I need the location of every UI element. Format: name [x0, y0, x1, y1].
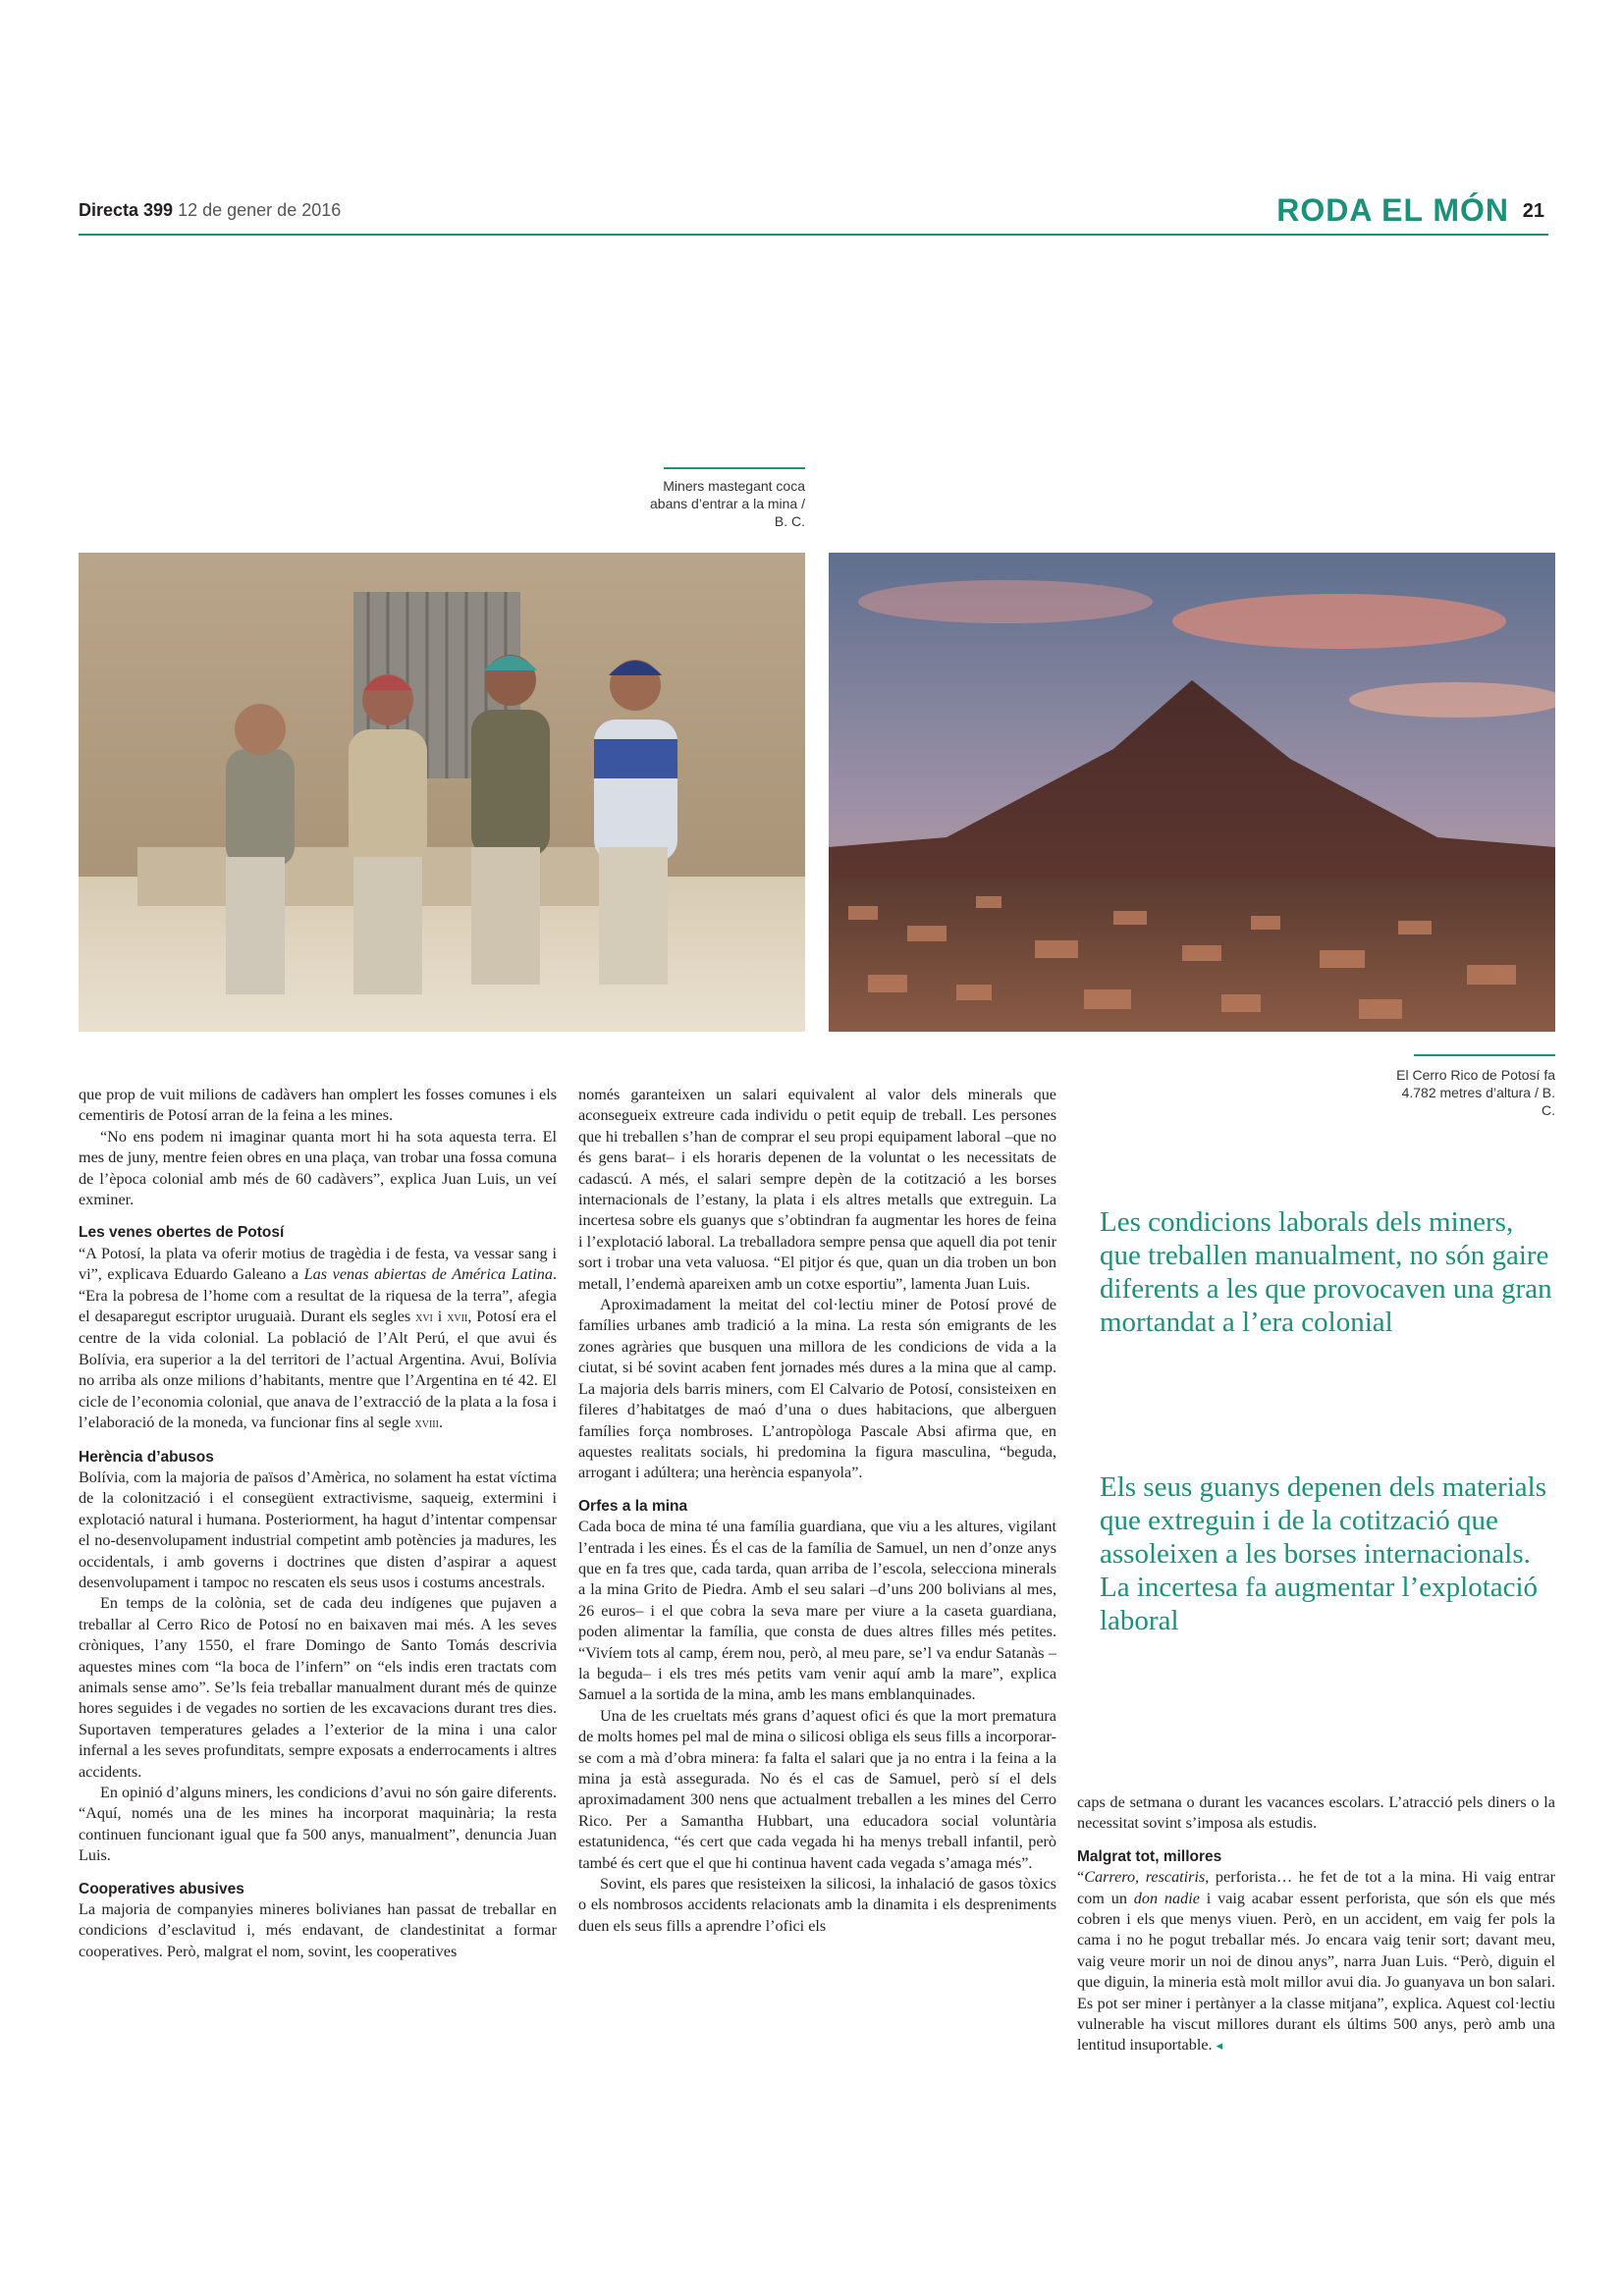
photo-miners — [79, 553, 805, 1032]
pull-quote-1: Les condicions laborals dels miners, que treballen manualment, no són gaire diferents a les que provocaven una gran mortandat a l’era colonial — [1100, 1206, 1552, 1338]
publication-info — [79, 200, 341, 221]
caption-miners: Miners mastegant coca abans d’entrar a la mina / B. C. — [650, 478, 805, 529]
subheading: Cooperatives abusives — [79, 1880, 244, 1897]
caption-rule-miners — [664, 467, 805, 469]
paragraph: només garanteixen un salari equivalent al valor dels minerals que aconsegueix extreure cada individu o petit equip de treball. Les persones que hi treballen s’han de comprar el seu propi equipament laboral –que no és gens barat– i els horaris depenen de la voluntat o les necessitats de cadascú. A més, el salari sempre depèn de la cotització a les borses internacionals de l’estany, la plata i els altres metalls que extreguin. La incertesa sobre els guanys que s’obtindran fa augmentar les hores de feina i l’explotació laboral. La treballadora sempre pensa que aquell dia pot tenir sort i trobar una veta valuosa. “El pitjor és que, quan un dia troben un bon metall, l’endemà apareixen amb un cotxe esportiu”, lamenta Juan Luis. — [578, 1086, 1056, 1293]
paragraph: caps de setmana o durant les vacances escolars. L’atracció pels diners o la necessitat sovint s’imposa als estudis. — [1077, 1793, 1555, 1833]
caption-cerro: El Cerro Rico de Potosí fa 4.782 metres d’altura / B. C. — [1396, 1067, 1555, 1118]
end-of-article-icon: ◂ — [1216, 2038, 1223, 2054]
paragraph: En opinió d’alguns miners, les condicions d’avui no són gaire diferents. “Aquí, només una de les mines ha incorporat maquinària; la resta continuen funcionant igual que fa 500 anys, manualment”, denuncia Juan Luis. — [79, 1784, 557, 1865]
paragraph: En temps de la colònia, set de cada deu indígenes que pujaven a treballar al Cerro Rico de Potosí no en baixaven mai més. A les seves cròniques, l’any 1550, el frare Domingo de Santo Tomás descrivia aquestes mines com “la boca de l’infern” on “els indis eren tractats com animals sense amo”. Se’ls feia treballar manualment durant més de quinze hores seguides i de vegades no sortien de les excavacions durant tres dies. Suportaven temperatures gelades a l’exterior de la mina i una calor infernal a les seves profunditats, sempre exposats a enderrocaments i altres accidents. — [79, 1594, 557, 1781]
article-column-3 — [1077, 1792, 1555, 2056]
paragraph: Aproximadament la meitat del col·lectiu miner de Potosí prové de famílies urbanes amb tradició a la mina. La resta són emigrants de les zones agràries que busquen una millora de les condicions de vida a la ciutat, si bé sovint acaben fent jornades més dures a la mina que al camp. La majoria dels barris miners, com El Calvario de Potosí, consisteixen en fileres d’habitatges de maó d’una o dues habitacions, que alberguen famílies força nombroses. L’antropòloga Pascale Absi afirma que, en aquestes realitats socials, hi predomina la figura masculina, “beguda, arrogant i adúltera; una herència espanyola”. — [578, 1296, 1056, 1482]
header-rule — [79, 234, 1548, 236]
paragraph: Sovint, els pares que resisteixen la silicosi, la inhalació de gasos tòxics o els nombrosos accidents relacionats amb la dinamita i els despreniments duen els seus fills a aprendre l’ofici els — [578, 1875, 1056, 1935]
paragraph: “Carrero, rescatiris, perforista… he fet de tot a la mina. Hi vaig entrar com un don nadie i vaig acabar essent perforista, que són els que més cobren i els que menys viuen. Però, en un accident, em vaig fer pols la cama i no he pogut treballar més. Jo encara vaig tenir sort; davant meu, vaig veure morir un noi de dinou anys”, narra Juan Luis. “Però, diguin el que diguin, la mineria està molt millor avui dia. Jo guanyava un bon salari. Es pot ser miner i pertànyer a la classe mitjana”, explica. Aquest col·lectiu vulnerable ha viscut millores durant els últims 500 anys, però amb una lentitud insuportable. ◂ — [1077, 1868, 1555, 2055]
paragraph: La majoria de companyies mineres bolivianes han passat de treballar en condicions d’esclavitud i, més endavant, de clandestinitat a formar cooperatives. Però, malgrat el nom, sovint, les cooperatives — [79, 1900, 557, 1960]
paragraph: Cada boca de mina té una família guardiana, que viu a les altures, vigilant l’entrada i les eines. És el cas de la família de Samuel, un nen d’onze anys que en fa tres que, cada tarda, quan arriba de l’escola, selecciona minerals a la mina Grito de Piedra. Amb el seu salari –d’uns 200 bolivians al mes, 26 euros– i el que cobra la seva mare per viure a la caseta guardiana, poden alimentar la família, que consta de dues altres filles més petites. “Vivíem tots al camp, érem nou, però, al meu pare, se’l va endur Satanàs –la beguda– i els tres més petits vam venir aquí amb la mare”, explica Samuel a la sortida de la mina, amb les mans emblanquinades. — [578, 1518, 1056, 1704]
subheading: Herència d’abusos — [79, 1448, 214, 1466]
caption-rule-cerro — [1414, 1054, 1555, 1056]
pull-quote-2: Els seus guanys depenen dels materials que extreguin i de la cotització que assoleixen a les borses internacionals. La incertesa fa augmentar l’explotació laboral — [1100, 1471, 1547, 1636]
paragraph: Bolívia, com la majoria de països d’Amèrica, no solament ha estat víctima de la colonització i el consegüent extractivisme, saqueig, extermini i explotació natural i humana. Posteriorment, ha hagut d’intentar compensar el no-desenvolupament industrial competint amb potències ja madures, les occidentals, i amb governs i doctrines que disten d’aspirar a aquest desenvolupament i tampoc no rescaten els seus usos i costums ancestrals. — [79, 1468, 557, 1591]
paragraph: “No ens podem ni imaginar quanta mort hi ha sota aquesta terra. El mes de juny, mentre feien obres en una plaça, van trobar una fossa comuna de l’època colonial amb més de 60 cadàvers”, explica Juan Luis, un veí exminer. — [79, 1127, 557, 1209]
publication-name: Directa 399 — [79, 200, 174, 220]
cerro-photo-illustration — [829, 553, 1555, 1032]
photo-cerro-rico — [829, 553, 1555, 1032]
article-column-2 — [578, 1085, 1056, 1937]
issue-date: 12 de gener de 2016 — [178, 200, 342, 220]
paragraph: Una de les crueltats més grans d’aquest ofici és que la mort prematura de molts homes pel mal de mina o silicosi obliga els seus fills a incorporar-se com a mà d’obra minera: fa falta el salari que ja no entra i la feina a la mina ja està assegurada. No és el cas de Samuel, però sí el dels aproximadament 300 nens que actualment treballen a les mines del Cerro Rico. Per a Samantha Hubbart, una educadora social voluntària estatunidenca, “és cert que cada vegada hi ha menys treball infantil, però també és cert que el que hi continua havent cada vegada s’amaga més”. — [578, 1706, 1057, 1872]
paragraph: que prop de vuit milions de cadàvers han omplert les fosses comunes i els cementiris de Potosí arran de la feina a les mines. — [79, 1086, 557, 1125]
section-title-text: RODA EL MÓN — [1276, 192, 1509, 228]
paragraph: “A Potosí, la plata va oferir motius de tragèdia i de festa, va vessar sang i vi”, explicava Eduardo Galeano a Las venas abiertas de América Latina. “Era la pobresa de l’home com a resultat de la riquesa de la terra”, afegia el desaparegut escriptor uruguaià. Durant els segles xvi i xvii, Potosí era el centre de la vida colonial. La població de l’Alt Perú, el que avui és Bolívia, era superior a la del territori de l’actual Argentina. Avui, Bolívia no arriba als onze milions d’habitants, mentre que l’Argentina en té 42. El cicle de l’economia colonial, que anava de l’extracció de la plata a la fosa i l’elaboració de la moneda, va funcionar fins al segle xviii. — [79, 1244, 558, 1432]
subheading: Malgrat tot, millores — [1077, 1847, 1222, 1865]
section-title — [1276, 192, 1509, 229]
miners-photo-illustration — [79, 553, 805, 1032]
subheading: Les venes obertes de Potosí — [79, 1224, 285, 1242]
page-number: 21 — [1522, 200, 1544, 222]
subheading: Orfes a la mina — [578, 1497, 688, 1515]
article-column-1 — [79, 1085, 557, 1962]
